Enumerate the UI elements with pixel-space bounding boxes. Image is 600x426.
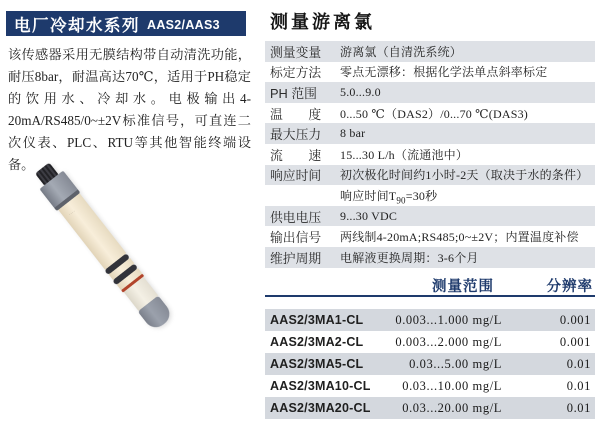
- spec-label: 温 度: [270, 106, 322, 122]
- range-row-ma20: [265, 397, 595, 419]
- spec-row-flow-rate: [265, 144, 595, 165]
- spec-row-response-time-t90: [265, 185, 595, 206]
- spec-label: 响应时间: [270, 168, 322, 184]
- spec-row-supply-voltage: [265, 206, 595, 227]
- spec-label: 测量变量: [270, 44, 322, 60]
- probe-body: [58, 194, 126, 271]
- spec-label: 维护周期: [270, 250, 322, 266]
- resolution: 0.01: [566, 378, 591, 393]
- spec-row-max-pressure: [265, 123, 595, 144]
- range-row-ma1: [265, 309, 595, 331]
- t90-text: 响应时间T: [340, 188, 397, 203]
- range-header-range: 测量范围: [432, 279, 494, 295]
- spec-label: 标定方法: [270, 65, 322, 81]
- resolution: 0.001: [559, 334, 591, 349]
- spec-value: 零点无漂移：根据化学法单点斜率标定: [340, 65, 548, 80]
- spec-label: 流 速: [270, 147, 322, 163]
- section-title: 测量游离氯: [270, 12, 375, 32]
- spec-value: 两线制4-20mA;RS485;0~±2V；内置温度补偿: [340, 230, 579, 245]
- measuring-range: 0.03...5.00 mg/L: [409, 356, 502, 371]
- spec-value: 5.0...9.0: [340, 84, 381, 99]
- resolution: 0.01: [566, 400, 591, 415]
- model-code: AAS2/3MA5-CL: [270, 357, 364, 371]
- model-code: AAS2/3MA20-CL: [270, 401, 371, 415]
- t90-subscript: 90: [396, 195, 406, 206]
- spec-table: [265, 41, 595, 268]
- series-model-code: AAS2/AAS3: [147, 17, 220, 32]
- t90-text-after: =30秒: [405, 188, 438, 203]
- measuring-range: 0.003...1.000 mg/L: [395, 312, 502, 327]
- spec-value: 游离氯（自清洗系统）: [340, 44, 463, 59]
- range-row-ma10: [265, 375, 595, 397]
- spec-row-calibration-method: [265, 62, 595, 83]
- measuring-range: 0.003...2.000 mg/L: [395, 334, 502, 349]
- spec-label: PH 范围: [270, 85, 317, 101]
- model-code: AAS2/3MA10-CL: [270, 379, 371, 393]
- spec-label: 输出信号: [270, 230, 322, 246]
- range-header-resolution: 分辨率: [546, 279, 593, 295]
- range-row-ma5: [265, 353, 595, 375]
- spec-value: 15...30 L/h（流通池中）: [340, 147, 469, 162]
- spec-value: 初次极化时间约1小时-2天（取决于水的条件）: [340, 168, 589, 183]
- product-description: 该传感器采用无膜结构带自动清洗功能，耐压8bar，耐温高达70℃，适用于PH稳定的饮用水、冷却水。电极输出4-20mA/RS485/0~±2V标准信号，可直连二次仪表、PLC、RTU等其他智能终端设备。: [8, 47, 251, 172]
- model-code: AAS2/3MA1-CL: [270, 313, 364, 327]
- spec-value: 9...30 VDC: [340, 208, 398, 223]
- measuring-range: 0.03...20.00 mg/L: [402, 400, 502, 415]
- model-range-table: [265, 309, 595, 419]
- spec-label: 供电电压: [270, 209, 322, 225]
- model-code: AAS2/3MA2-CL: [270, 335, 364, 349]
- series-title: 电厂冷却水系列: [14, 16, 140, 35]
- spec-value: 8 bar: [340, 126, 366, 141]
- spec-row-ph-range: [265, 82, 595, 103]
- resolution: 0.01: [566, 356, 591, 371]
- spec-row-output-signal: [265, 226, 595, 247]
- range-table-header: [265, 276, 595, 297]
- spec-row-temperature: [265, 103, 595, 124]
- range-row-ma2: [265, 331, 595, 353]
- spec-value-t90: [340, 187, 595, 204]
- spec-value: 0...50 ℃（DAS2）/0...70 ℃(DAS3): [340, 106, 528, 121]
- sensor-probe-image: [29, 158, 178, 335]
- resolution: 0.001: [559, 312, 591, 327]
- measuring-range: 0.03...10.00 mg/L: [402, 378, 502, 393]
- spec-row-response-time: [265, 165, 595, 186]
- spec-row-maintenance-cycle: [265, 247, 595, 268]
- spec-label: 最大压力: [270, 127, 322, 143]
- series-title-bar: [6, 11, 246, 36]
- spec-row-measured-variable: [265, 41, 595, 62]
- probe-print-label: ····: [67, 208, 77, 217]
- spec-value: 电解液更换周期：3-6个月: [340, 250, 479, 265]
